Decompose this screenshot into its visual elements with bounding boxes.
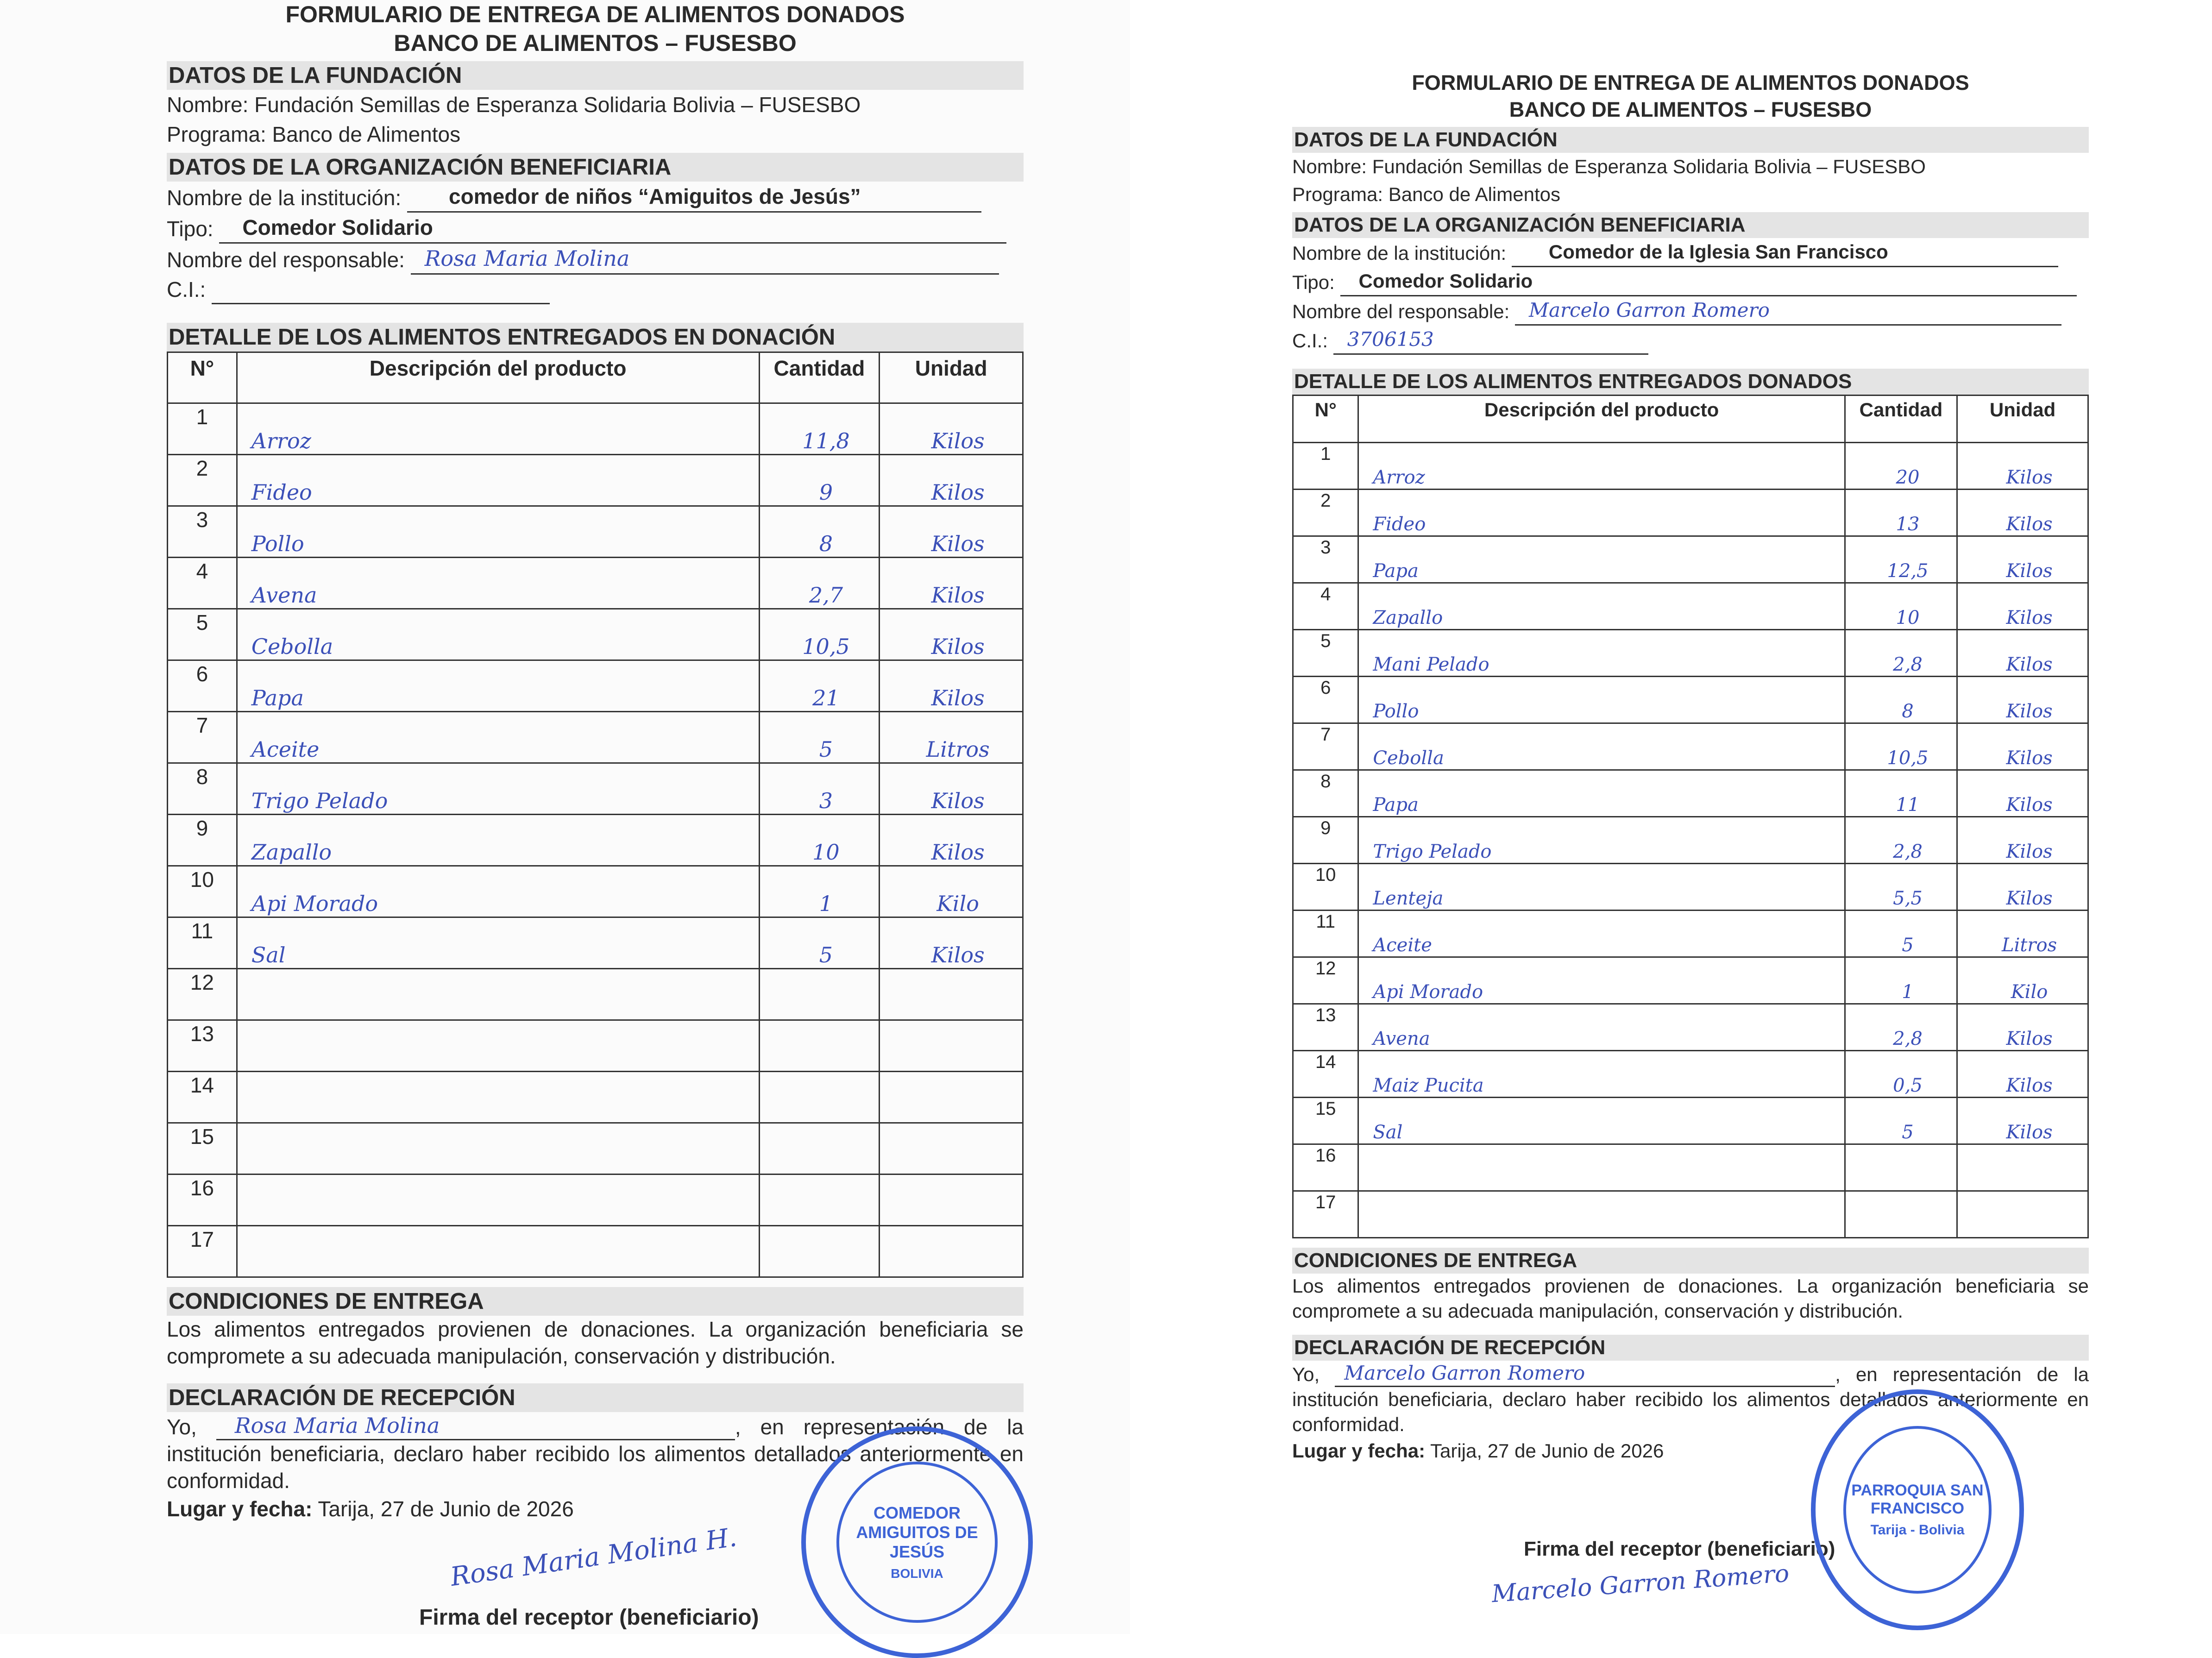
institution-label: Nombre de la institución:	[167, 186, 402, 210]
row-number: 3	[168, 506, 237, 558]
foundation-name: Nombre: Fundación Semillas de Esperanza Solidaria Bolivia – FUSESBO	[1292, 156, 1926, 177]
items-table-body	[168, 403, 1023, 1277]
table-row	[168, 506, 1023, 558]
item-description[interactable]: Avena	[237, 558, 759, 609]
table-header-row	[1293, 396, 2088, 443]
item-unit[interactable]: Kilos	[1957, 864, 2088, 911]
item-unit[interactable]: Litros	[880, 712, 1023, 763]
row-number: 7	[1293, 723, 1358, 770]
item-quantity[interactable]: 10	[1845, 583, 1957, 630]
ci-row	[167, 275, 1024, 304]
section-detail: DETALLE DE LOS ALIMENTOS ENTREGADOS EN DONACIÓN	[167, 323, 1024, 352]
items-table-body	[1293, 443, 2088, 1238]
row-number: 14	[1293, 1051, 1358, 1098]
item-description[interactable]	[237, 1020, 759, 1072]
responsible-row	[1292, 296, 2089, 326]
responsible-row	[167, 244, 1024, 275]
item-quantity[interactable]	[1845, 1191, 1957, 1238]
item-quantity[interactable]	[759, 1226, 880, 1277]
type-label: Tipo:	[1292, 271, 1335, 293]
item-unit[interactable]: Kilos	[1957, 677, 2088, 723]
item-unit[interactable]: Litros	[1957, 911, 2088, 957]
table-row	[168, 712, 1023, 763]
program-name: Programa: Banco de Alimentos	[167, 122, 461, 146]
conditions-text: Los alimentos entregados provienen de donaciones. La organización beneficiaria se compromete a su adecuada manipulación, conservación y distribución.	[1292, 1275, 2089, 1322]
right-form-page	[1130, 0, 2212, 1634]
institution-field[interactable]: comedor de niños “Amiguitos de Jesús”	[407, 182, 981, 213]
table-row	[168, 969, 1023, 1020]
item-description[interactable]: Aceite	[1358, 911, 1845, 957]
item-unit[interactable]: Kilos	[880, 558, 1023, 609]
stamp-text: COMEDOR AMIGUITOS DE JESÚS	[856, 1503, 978, 1561]
table-row	[1293, 536, 2088, 583]
item-unit[interactable]: Kilos	[1957, 1098, 2088, 1144]
item-unit[interactable]	[880, 969, 1023, 1020]
item-quantity[interactable]: 3	[759, 763, 880, 815]
type-label: Tipo:	[167, 217, 214, 241]
item-description[interactable]: Arroz	[1358, 443, 1845, 490]
table-row	[168, 1123, 1023, 1174]
col-number-header: N°	[168, 352, 237, 403]
item-unit[interactable]: Kilos	[1957, 1004, 2088, 1051]
item-description[interactable]: Fideo	[1358, 490, 1845, 536]
item-quantity[interactable]	[759, 1123, 880, 1174]
responsible-field[interactable]: Rosa Maria Molina	[411, 244, 999, 275]
item-unit[interactable]	[1957, 1191, 2088, 1238]
table-row	[1293, 677, 2088, 723]
declaration-text-2: institución beneficiaria, declaro haber recibido los alimentos detallados anteriormente en conformidad.	[167, 1442, 1024, 1493]
table-row	[1293, 957, 2088, 1004]
row-number: 13	[168, 1020, 237, 1072]
table-row	[1293, 1144, 2088, 1191]
item-description[interactable]	[237, 1226, 759, 1277]
row-number: 3	[1293, 536, 1358, 583]
table-row	[1293, 443, 2088, 490]
item-description[interactable]: Papa	[1358, 770, 1845, 817]
col-description-header: Descripción del producto	[1358, 396, 1845, 443]
item-unit[interactable]: Kilos	[880, 609, 1023, 660]
item-unit[interactable]: Kilos	[1957, 723, 2088, 770]
item-description[interactable]: Api Morado	[1358, 957, 1845, 1004]
item-unit[interactable]: Kilos	[880, 660, 1023, 712]
declaration-yo: Yo,	[167, 1415, 197, 1439]
institution-row	[1292, 238, 2089, 267]
item-unit[interactable]: Kilos	[880, 403, 1023, 455]
item-quantity[interactable]: 2,8	[1845, 630, 1957, 677]
item-description[interactable]: Trigo Pelado	[1358, 817, 1845, 864]
table-row	[168, 609, 1023, 660]
item-description[interactable]: Maiz Pucita	[1358, 1051, 1845, 1098]
row-number: 1	[168, 403, 237, 455]
ci-row	[1292, 326, 2089, 355]
declaration-text-2: institución beneficiaria, declaro haber recibido los alimentos detallados anteriormente en conformidad.	[1292, 1388, 2089, 1435]
item-unit[interactable]: Kilos	[880, 917, 1023, 969]
declaration-text-1: , en representación de la	[735, 1415, 1024, 1439]
section-beneficiary: DATOS DE LA ORGANIZACIÓN BENEFICIARIA	[1292, 212, 2089, 238]
ci-field[interactable]: 3706153	[1333, 326, 1648, 355]
item-quantity[interactable]	[759, 1020, 880, 1072]
ci-field[interactable]	[212, 280, 550, 304]
item-description[interactable]: Avena	[1358, 1004, 1845, 1051]
item-unit[interactable]	[880, 1072, 1023, 1123]
row-number: 2	[168, 455, 237, 506]
responsible-field[interactable]: Marcelo Garron Romero	[1515, 296, 2061, 326]
table-row	[168, 403, 1023, 455]
item-quantity[interactable]: 0,5	[1845, 1051, 1957, 1098]
item-quantity[interactable]: 2,8	[1845, 817, 1957, 864]
table-row	[1293, 770, 2088, 817]
type-field[interactable]: Comedor Solidario	[219, 213, 1006, 244]
row-number: 6	[168, 660, 237, 712]
place-date-value: Tarija, 27 de Junio de 2026	[1430, 1440, 1664, 1462]
declaration-name-field[interactable]: Rosa Maria Molina	[216, 1412, 735, 1440]
col-quantity-header: Cantidad	[759, 352, 880, 403]
declaration-text-1: , en representación de la	[1835, 1363, 2089, 1385]
row-number: 16	[1293, 1144, 1358, 1191]
row-number: 4	[168, 558, 237, 609]
col-quantity-header: Cantidad	[1845, 396, 1957, 443]
table-row	[1293, 1098, 2088, 1144]
item-quantity[interactable]: 8	[1845, 677, 1957, 723]
row-number: 10	[168, 866, 237, 917]
item-unit[interactable]: Kilos	[880, 455, 1023, 506]
section-declaration: DECLARACIÓN DE RECEPCIÓN	[167, 1383, 1024, 1412]
section-detail: DETALLE DE LOS ALIMENTOS ENTREGADOS DONADOS	[1292, 369, 2089, 395]
item-description[interactable]: Arroz	[237, 403, 759, 455]
ci-label: C.I.:	[167, 277, 206, 301]
table-row	[168, 866, 1023, 917]
declaration-yo: Yo,	[1292, 1363, 1320, 1385]
item-unit[interactable]: Kilos	[1957, 490, 2088, 536]
item-unit[interactable]: Kilos	[1957, 536, 2088, 583]
item-description[interactable]: Api Morado	[237, 866, 759, 917]
section-conditions: CONDICIONES DE ENTREGA	[1292, 1248, 2089, 1274]
row-number: 15	[1293, 1098, 1358, 1144]
signature-label: Firma del receptor (beneficiario)	[419, 1605, 759, 1630]
item-unit[interactable]: Kilos	[1957, 443, 2088, 490]
item-quantity[interactable]: 10,5	[759, 609, 880, 660]
handwritten-signature: Rosa Maria Molina H.	[448, 1522, 739, 1593]
item-quantity[interactable]: 5	[1845, 911, 1957, 957]
item-unit[interactable]	[880, 1123, 1023, 1174]
section-foundation: DATOS DE LA FUNDACIÓN	[167, 61, 1024, 90]
table-row	[1293, 911, 2088, 957]
item-description[interactable]: Pollo	[237, 506, 759, 558]
table-row	[168, 1174, 1023, 1226]
item-description[interactable]: Cebolla	[1358, 723, 1845, 770]
section-foundation: DATOS DE LA FUNDACIÓN	[1292, 127, 2089, 153]
table-row	[1293, 1004, 2088, 1051]
responsible-label: Nombre del responsable:	[1292, 301, 1510, 322]
item-unit[interactable]: Kilos	[880, 506, 1023, 558]
table-row	[168, 917, 1023, 969]
item-quantity[interactable]: 2,8	[1845, 1004, 1957, 1051]
table-row	[168, 1072, 1023, 1123]
item-unit[interactable]: Kilos	[1957, 630, 2088, 677]
item-unit[interactable]	[880, 1174, 1023, 1226]
item-quantity[interactable]: 5	[759, 917, 880, 969]
item-quantity[interactable]: 8	[759, 506, 880, 558]
row-number: 11	[168, 917, 237, 969]
stamp-subtext: Tarija - Bolivia	[1870, 1522, 1965, 1538]
item-unit[interactable]: Kilos	[1957, 770, 2088, 817]
place-date-label: Lugar y fecha:	[167, 1497, 313, 1521]
item-unit[interactable]: Kilos	[880, 763, 1023, 815]
item-quantity[interactable]: 5,5	[1845, 864, 1957, 911]
col-description-header: Descripción del producto	[237, 352, 759, 403]
item-unit[interactable]: Kilos	[1957, 1051, 2088, 1098]
item-description[interactable]: Aceite	[237, 712, 759, 763]
item-description[interactable]: Papa	[1358, 536, 1845, 583]
items-table	[167, 352, 1024, 1278]
table-row	[1293, 1191, 2088, 1238]
stamp-subtext: BOLIVIA	[891, 1566, 943, 1581]
table-row	[1293, 817, 2088, 864]
item-unit[interactable]: Kilos	[1957, 817, 2088, 864]
parish-stamp	[1811, 1389, 2024, 1630]
item-description[interactable]: Mani Pelado	[1358, 630, 1845, 677]
row-number: 13	[1293, 1004, 1358, 1051]
right-form-content	[1292, 69, 2089, 1465]
place-date-label: Lugar y fecha:	[1292, 1440, 1426, 1462]
table-row	[1293, 723, 2088, 770]
row-number: 1	[1293, 443, 1358, 490]
item-quantity[interactable]: 10,5	[1845, 723, 1957, 770]
item-quantity[interactable]: 5	[1845, 1098, 1957, 1144]
row-number: 2	[1293, 490, 1358, 536]
row-number: 9	[168, 815, 237, 866]
row-number: 16	[168, 1174, 237, 1226]
table-row	[1293, 490, 2088, 536]
row-number: 5	[168, 609, 237, 660]
item-description[interactable]: Sal	[237, 917, 759, 969]
item-description[interactable]	[1358, 1144, 1845, 1191]
item-description[interactable]: Trigo Pelado	[237, 763, 759, 815]
row-number: 11	[1293, 911, 1358, 957]
col-unit-header: Unidad	[1957, 396, 2088, 443]
item-quantity[interactable]: 20	[1845, 443, 1957, 490]
conditions-text: Los alimentos entregados provienen de donaciones. La organización beneficiaria se compromete a su adecuada manipulación, conservación y distribución.	[167, 1317, 1024, 1368]
item-description[interactable]: Sal	[1358, 1098, 1845, 1144]
form-title: FORMULARIO DE ENTREGA DE ALIMENTOS DONADOS	[285, 1, 905, 27]
left-form-content	[167, 0, 1024, 1524]
item-description[interactable]: Pollo	[1358, 677, 1845, 723]
program-name: Programa: Banco de Alimentos	[1292, 183, 1560, 205]
signature-label: Firma del receptor (beneficiario)	[1524, 1538, 1835, 1560]
row-number: 8	[1293, 770, 1358, 817]
table-row	[1293, 630, 2088, 677]
organization-stamp	[801, 1426, 1033, 1658]
place-date-value: Tarija, 27 de Junio de 2026	[318, 1497, 574, 1521]
row-number: 17	[168, 1226, 237, 1277]
item-quantity[interactable]	[1845, 1144, 1957, 1191]
table-row	[1293, 583, 2088, 630]
item-unit[interactable]	[1957, 1144, 2088, 1191]
item-quantity[interactable]: 1	[1845, 957, 1957, 1004]
row-number: 6	[1293, 677, 1358, 723]
table-row	[1293, 864, 2088, 911]
table-row	[168, 455, 1023, 506]
item-quantity[interactable]: 5	[759, 712, 880, 763]
row-number: 15	[168, 1123, 237, 1174]
item-unit[interactable]: Kilos	[880, 815, 1023, 866]
section-declaration: DECLARACIÓN DE RECEPCIÓN	[1292, 1335, 2089, 1361]
responsible-label: Nombre del responsable:	[167, 248, 405, 272]
stamp-inner-ring	[836, 1462, 998, 1623]
item-quantity[interactable]: 11	[1845, 770, 1957, 817]
item-description[interactable]	[1358, 1191, 1845, 1238]
row-number: 9	[1293, 817, 1358, 864]
item-description[interactable]: Zapallo	[237, 815, 759, 866]
table-row	[168, 558, 1023, 609]
item-quantity[interactable]	[759, 1174, 880, 1226]
ci-label: C.I.:	[1292, 330, 1328, 352]
item-quantity[interactable]: 9	[759, 455, 880, 506]
item-description[interactable]	[237, 1123, 759, 1174]
item-unit[interactable]	[880, 1020, 1023, 1072]
item-quantity[interactable]: 13	[1845, 490, 1957, 536]
section-conditions: CONDICIONES DE ENTREGA	[167, 1287, 1024, 1316]
institution-row	[167, 182, 1024, 213]
item-unit[interactable]	[880, 1226, 1023, 1277]
item-description[interactable]: Zapallo	[1358, 583, 1845, 630]
form-title: FORMULARIO DE ENTREGA DE ALIMENTOS DONADOS	[1412, 71, 1969, 94]
row-number: 4	[1293, 583, 1358, 630]
col-unit-header: Unidad	[880, 352, 1023, 403]
item-quantity[interactable]: 11,8	[759, 403, 880, 455]
item-unit[interactable]: Kilo	[880, 866, 1023, 917]
item-quantity[interactable]: 2,7	[759, 558, 880, 609]
table-header-row	[168, 352, 1023, 403]
handwritten-signature: Marcelo Garron Romero	[1490, 1559, 1791, 1608]
item-unit[interactable]: Kilos	[1957, 583, 2088, 630]
row-number: 8	[168, 763, 237, 815]
item-quantity[interactable]: 1	[759, 866, 880, 917]
col-number-header: N°	[1293, 396, 1358, 443]
item-description[interactable]: Cebolla	[237, 609, 759, 660]
item-description[interactable]	[237, 1072, 759, 1123]
item-description[interactable]	[237, 969, 759, 1020]
row-number: 12	[168, 969, 237, 1020]
row-number: 12	[1293, 957, 1358, 1004]
type-row	[1292, 267, 2089, 296]
declaration-name-field[interactable]: Marcelo Garron Romero	[1335, 1361, 1835, 1387]
form-subtitle: BANCO DE ALIMENTOS – FUSESBO	[1509, 98, 1872, 121]
section-beneficiary: DATOS DE LA ORGANIZACIÓN BENEFICIARIA	[167, 153, 1024, 182]
item-quantity[interactable]: 10	[759, 815, 880, 866]
item-description[interactable]: Lenteja	[1358, 864, 1845, 911]
table-row	[168, 660, 1023, 712]
foundation-name: Nombre: Fundación Semillas de Esperanza Solidaria Bolivia – FUSESBO	[167, 93, 861, 117]
item-quantity[interactable]	[759, 1072, 880, 1123]
table-row	[168, 763, 1023, 815]
institution-label: Nombre de la institución:	[1292, 242, 1507, 264]
item-quantity[interactable]: 21	[759, 660, 880, 712]
item-description[interactable]	[237, 1174, 759, 1226]
table-row	[168, 1020, 1023, 1072]
row-number: 14	[168, 1072, 237, 1123]
stamp-inner-ring	[1843, 1426, 1992, 1594]
row-number: 10	[1293, 864, 1358, 911]
row-number: 5	[1293, 630, 1358, 677]
form-subtitle: BANCO DE ALIMENTOS – FUSESBO	[394, 30, 797, 56]
item-unit[interactable]: Kilo	[1957, 957, 2088, 1004]
type-row	[167, 213, 1024, 244]
item-description[interactable]: Fideo	[237, 455, 759, 506]
item-quantity[interactable]: 12,5	[1845, 536, 1957, 583]
table-row	[168, 815, 1023, 866]
type-field[interactable]: Comedor Solidario	[1340, 267, 2077, 296]
institution-field[interactable]: Comedor de la Iglesia San Francisco	[1512, 238, 2058, 267]
items-table	[1292, 395, 2089, 1238]
table-row	[1293, 1051, 2088, 1098]
row-number: 7	[168, 712, 237, 763]
item-description[interactable]: Papa	[237, 660, 759, 712]
item-quantity[interactable]	[759, 969, 880, 1020]
stamp-text: PARROQUIA SAN FRANCISCO	[1851, 1482, 1984, 1517]
table-row	[168, 1226, 1023, 1277]
row-number: 17	[1293, 1191, 1358, 1238]
